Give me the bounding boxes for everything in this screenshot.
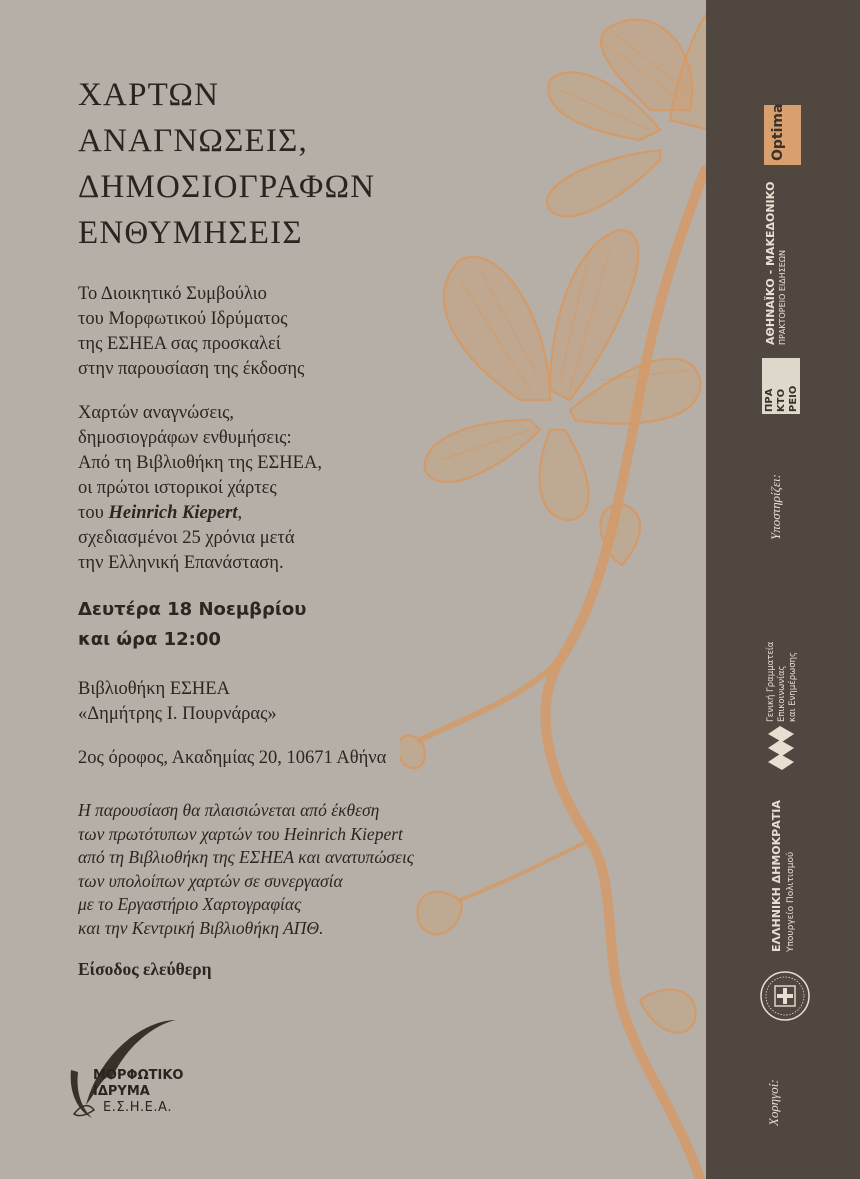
publication-line: οι πρώτοι ιστορικοί χάρτες bbox=[78, 478, 277, 498]
event-date: Δευτέρα 18 Νοεμβρίου bbox=[78, 599, 307, 620]
hellenic-seal-icon bbox=[759, 970, 811, 1022]
publication-line: την Ελληνική Επανάσταση. bbox=[78, 553, 284, 573]
publication-author-line bbox=[78, 501, 638, 526]
support-label: Υποστηρίζει: bbox=[768, 474, 783, 540]
praktoreio-logo bbox=[762, 358, 800, 414]
venue bbox=[78, 677, 638, 727]
hellenic-republic-label: ΕΛΛΗΝΙΚΗ ΔΗΜΟΚΡΑΤΙΑ bbox=[770, 800, 783, 952]
invitation-line: της ΕΣΗΕΑ σας προσκαλεί bbox=[78, 334, 281, 354]
ana-mpa-sub: ΠΡΑΚΤΟΡΕΙΟ ΕΙΔΗΣΕΩΝ bbox=[778, 250, 787, 345]
optima-logo bbox=[764, 105, 801, 165]
praktoreio-line: ΚΤΟ bbox=[776, 388, 787, 412]
event-time: και ώρα 12:00 bbox=[78, 629, 221, 650]
title-line: ΕΝΘΥΜΗΣΕΙΣ bbox=[78, 215, 303, 251]
exhibition-note bbox=[78, 799, 638, 940]
optima-label: Optima bbox=[770, 103, 786, 161]
author-name: Heinrich Kiepert bbox=[108, 503, 238, 523]
logo-abbr: Ε.Σ.Η.Ε.Α. bbox=[103, 1100, 172, 1115]
publication-title bbox=[78, 401, 638, 576]
title-line: ΧΑΡΤΩΝ bbox=[78, 77, 220, 113]
invitation-line: στην παρουσίαση της έκδοσης bbox=[78, 359, 305, 379]
ministry-label: Υπουργείο Πολιτισμού bbox=[786, 851, 796, 952]
main-content bbox=[78, 72, 638, 980]
invitation-line: Το Διοικητικό Συμβούλιο bbox=[78, 284, 267, 304]
page-title bbox=[78, 72, 638, 256]
praktoreio-line: ΠΡΑ bbox=[764, 388, 775, 412]
exhibition-line: των πρωτότυπων χαρτών του Heinrich Kiepert bbox=[78, 823, 403, 844]
exhibition-line: Η παρουσίαση θα πλαισιώνεται από έκθεση bbox=[78, 800, 380, 820]
invitation-text bbox=[78, 282, 638, 382]
venue-line: Βιβλιοθήκη ΕΣΗΕΑ bbox=[78, 679, 230, 699]
sponsor-sidebar bbox=[706, 0, 860, 1179]
venue-line: «Δημήτρης Ι. Πουρνάρας» bbox=[78, 704, 277, 724]
publication-line: δημοσιογράφων ενθυμήσεις: bbox=[78, 428, 292, 448]
gen-sec-mark-icon bbox=[764, 724, 800, 774]
logo-line: ΙΔΡΥΜΑ bbox=[93, 1084, 150, 1099]
organizer-logo-text bbox=[93, 1068, 183, 1116]
logo-line: ΜΟΡΦΩΤΙΚΟ bbox=[93, 1068, 184, 1083]
praktoreio-line: ΡΕΙΟ bbox=[788, 385, 799, 412]
sponsors-label: Χορηγοί: bbox=[766, 1079, 781, 1126]
title-line: ΑΝΑΓΝΩΣΕΙΣ, bbox=[78, 123, 308, 159]
exhibition-line: από τη Βιβλιοθήκη της ΕΣΗΕΑ και ανατυπώσεις bbox=[78, 847, 414, 867]
event-datetime bbox=[78, 595, 638, 655]
publication-line: Από τη Βιβλιοθήκη της ΕΣΗΕΑ, bbox=[78, 453, 322, 473]
free-entry: Είσοδος ελεύθερη bbox=[78, 959, 212, 979]
exhibition-line: και την Κεντρική Βιβλιοθήκη ΑΠΘ. bbox=[78, 917, 324, 938]
exhibition-line: με το Εργαστήριο Χαρτογραφίας bbox=[78, 894, 302, 914]
title-line: ΔΗΜΟΣΙΟΓΡΑΦΩΝ bbox=[78, 169, 376, 205]
invitation-line: του Μορφωτικού Ιδρύματος bbox=[78, 309, 288, 329]
publication-line: σχεδιασμένοι 25 χρόνια μετά bbox=[78, 528, 295, 548]
author-prefix: του bbox=[78, 503, 109, 523]
gen-sec-line: Επικοινωνίας bbox=[777, 665, 787, 722]
gen-sec-line: Γενική Γραμματεία bbox=[766, 641, 776, 722]
publication-line: Χαρτών αναγνώσεις, bbox=[78, 403, 235, 423]
gen-sec-line: και Ενημέρωσης bbox=[788, 652, 798, 722]
address-line: 2ος όροφος, Ακαδημίας 20, 10671 Αθήνα bbox=[78, 748, 387, 768]
exhibition-line: των υπολοίπων χαρτών σε συνεργασία bbox=[78, 870, 343, 891]
address bbox=[78, 746, 638, 771]
ana-mpa-name: ΑΘΗΝΑΪΚΟ - ΜΑΚΕΔΟΝΙΚΟ bbox=[764, 181, 777, 345]
author-suffix: , bbox=[237, 503, 243, 523]
